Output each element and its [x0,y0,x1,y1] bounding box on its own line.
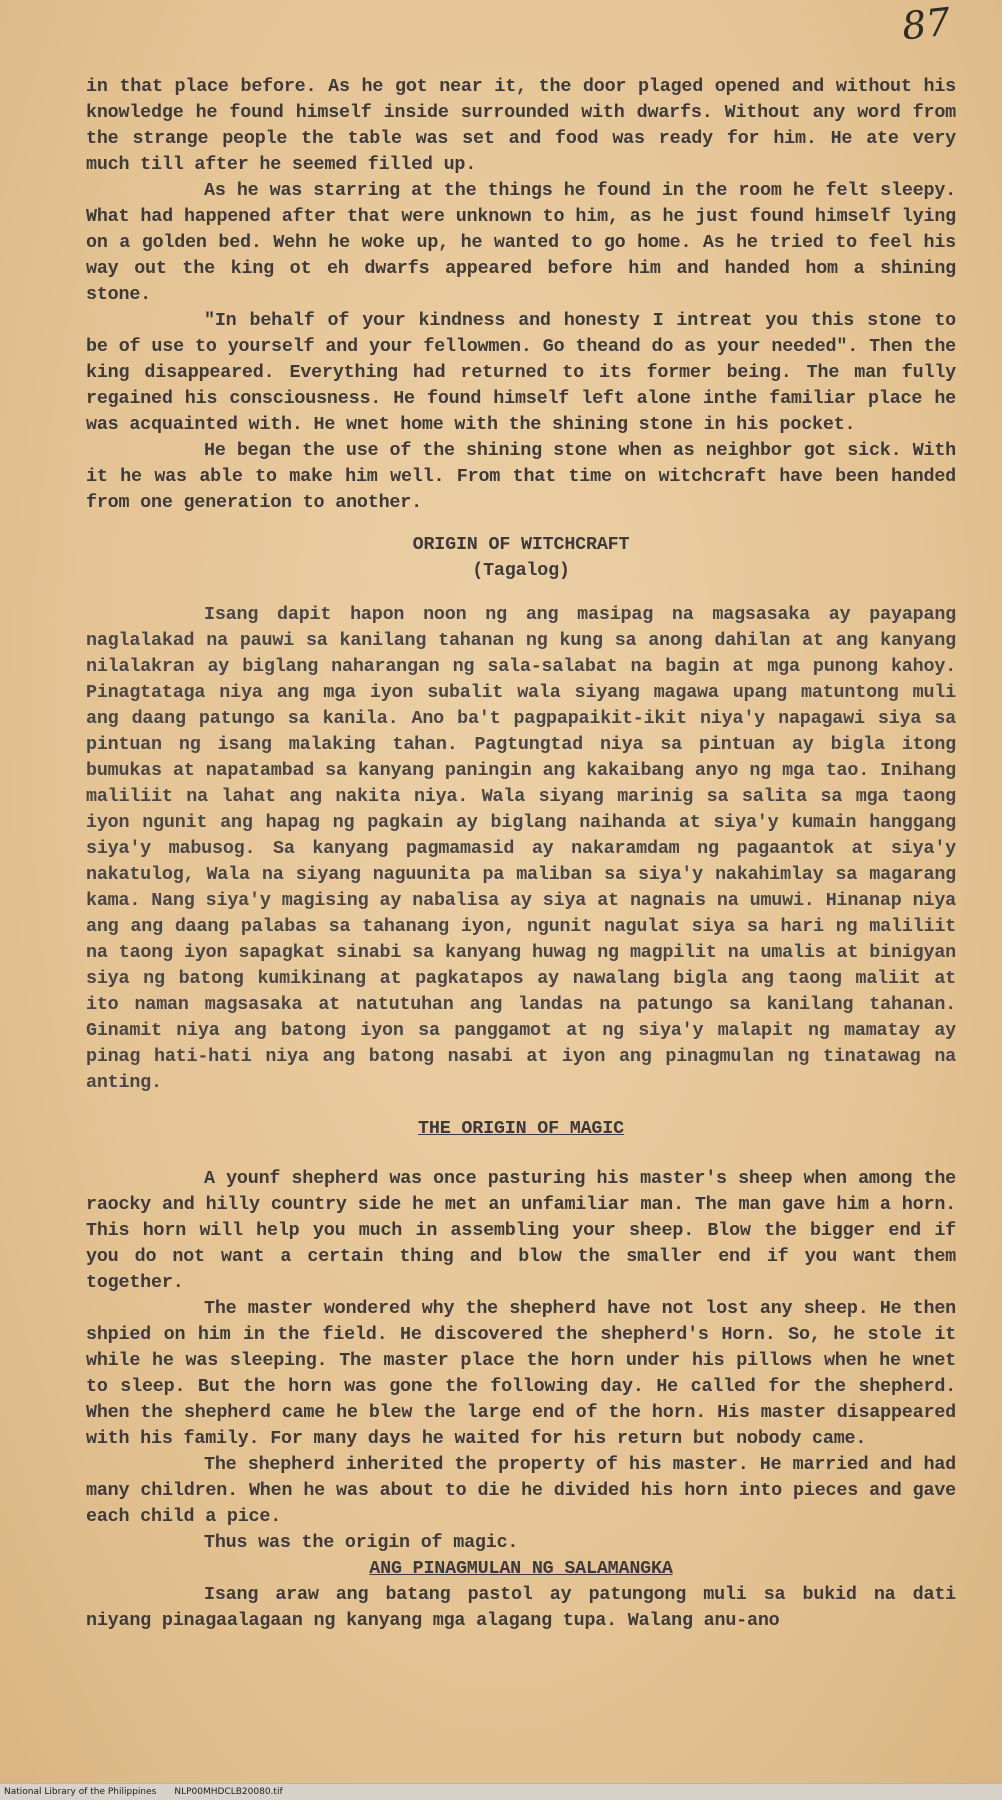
heading-witchcraft: ORIGIN OF WITCHCRAFT [412,534,630,555]
heading-witchcraft-subtitle: (Tagalog) [472,560,570,581]
paragraph: He began the use of the shining stone when as neighbor got sick. With it he was able to make him well. From that time on witchcraft have been handed from one generation to another. [86,440,956,513]
paragraph: As he was starring at the things he found in the room he felt sleepy. What had happened after that were unknown to him, as he just found himself lying on a golden bed. Wehn he woke up, he wanted to go home. As he tried to feel his way out the king ot eh dwarfs appeared before him and handed hom a shining stone. [86,180,956,305]
footer-library: National Library of the Philippines [4,1787,157,1797]
document-body [86,74,956,1634]
paragraph: The shepherd inherited the property of his master. He married and had many children. When he was about to die he divided his horn into pieces and gave each child a pice. [86,1454,956,1527]
heading-origin-of-magic: THE ORIGIN OF MAGIC [418,1118,624,1139]
scan-footer [0,1783,1002,1800]
paragraph: "In behalf of your kindness and honesty I intreat you this stone to be of use to yourself and your fellowmen. Go theand do as your needed". Then the king disappeared. Everything had returned to its former being. The man fully regained his consciousness. He found himself left alone inthe familiar place he was acquainted with. He wnet home with the shining stone in his pocket. [86,310,956,435]
heading-salamangka: ANG PINAGMULAN NG SALAMANGKA [369,1558,673,1579]
page-number: 87 [899,0,953,49]
paragraph: in that place before. As he got near it, the door plaged opened and without his knowledge he found himself inside surrounded with dwarfs. Without any word from the strange people the table was set and food was ready for him. He ate very much till after he seemed filled up. [86,76,956,175]
footer-file: NLP00MHDCLB20080.tif [174,1787,283,1797]
paragraph: The master wondered why the shepherd have not lost any sheep. He then shpied on him in the field. He discovered the shepherd's Horn. So, he stole it while he was sleeping. The master place the horn under his pillows when he wnet to sleep. But the horn was gone the following day. He called for the shepherd. When the shepherd came he blew the large end of the horn. His master disappeared with his family. For many days he waited for his return but nobody came. [86,1298,956,1449]
tagalog-paragraph: Isang dapit hapon noon ng ang masipag na magsasaka ay payapang naglalakad na pauwi sa kanilang tahanan ng kung sa anong dahilan at ang kanyang nilalakran ay biglang naharangan ng sala-salabat na bagin at mga punong kahoy. Pinagtataga niya ang mga iyon subalit wala siyang magawa upang matuntong muli ang daang patungo sa kanila. Ano ba't pagpapaikit-ikit niya'y napagawi siya sa pintuan ng isang malaking tahan. Pagtungtad niya sa pintuan ay bigla itong bumukas at napatambad sa kanyang paningin ang kakaibang anyo ng mga tao. Inihang maliliit na lahat ang nakita niya. Wala siyang marinig sa salita sa mga taong iyon ngunit ang hapag ng pagkain ay biglang naihanda at siya'y kumain hanggang siya'y mabusog. Sa kanyang pagmamasid ay nakaramdam ng pagaantok at siya'y nakatulog, Wala na siyang naguunita pa maliban sa siya'y nakahimlay sa magarang kama. Nang siya'y magising ay nabalisa ay siya at nagnais na umuwi. Hinanap niya ang ang daang palabas sa tahanang iyon, ngunit nagulat siya sa hari ng maliliit na taong iyon sapagkat sinabi sa kanyang huwag ng magpilit na umalis at binigyan siya ng batong kumikinang at pagkatapos ay nawalang bigla ang taong maliit at ito naman magsasaka at natutuhan ang landas na patungo sa kanilang tahanan. Ginamit niya ang batong iyon sa panggamot at ng siya'y malapit ng mamatay ay pinag hati-hati niya ang batong nasabi at iyon ang pinagmulan ng tinatawag na anting. [86,604,956,1093]
paragraph: Thus was the origin of magic. [204,1532,519,1553]
paragraph: Isang araw ang batang pastol ay patungong muli sa bukid na dati niyang pinagaalagaan ng kanyang mga alagang tupa. Walang anu-ano [86,1584,956,1631]
paragraph: A younf shepherd was once pasturing his master's sheep when among the raocky and hilly country side he met an unfamiliar man. The man gave him a horn. This horn will help you much in assembling your sheep. Blow the bigger end if you do not want a certain thing and blow the smaller end if you want them together. [86,1168,956,1293]
